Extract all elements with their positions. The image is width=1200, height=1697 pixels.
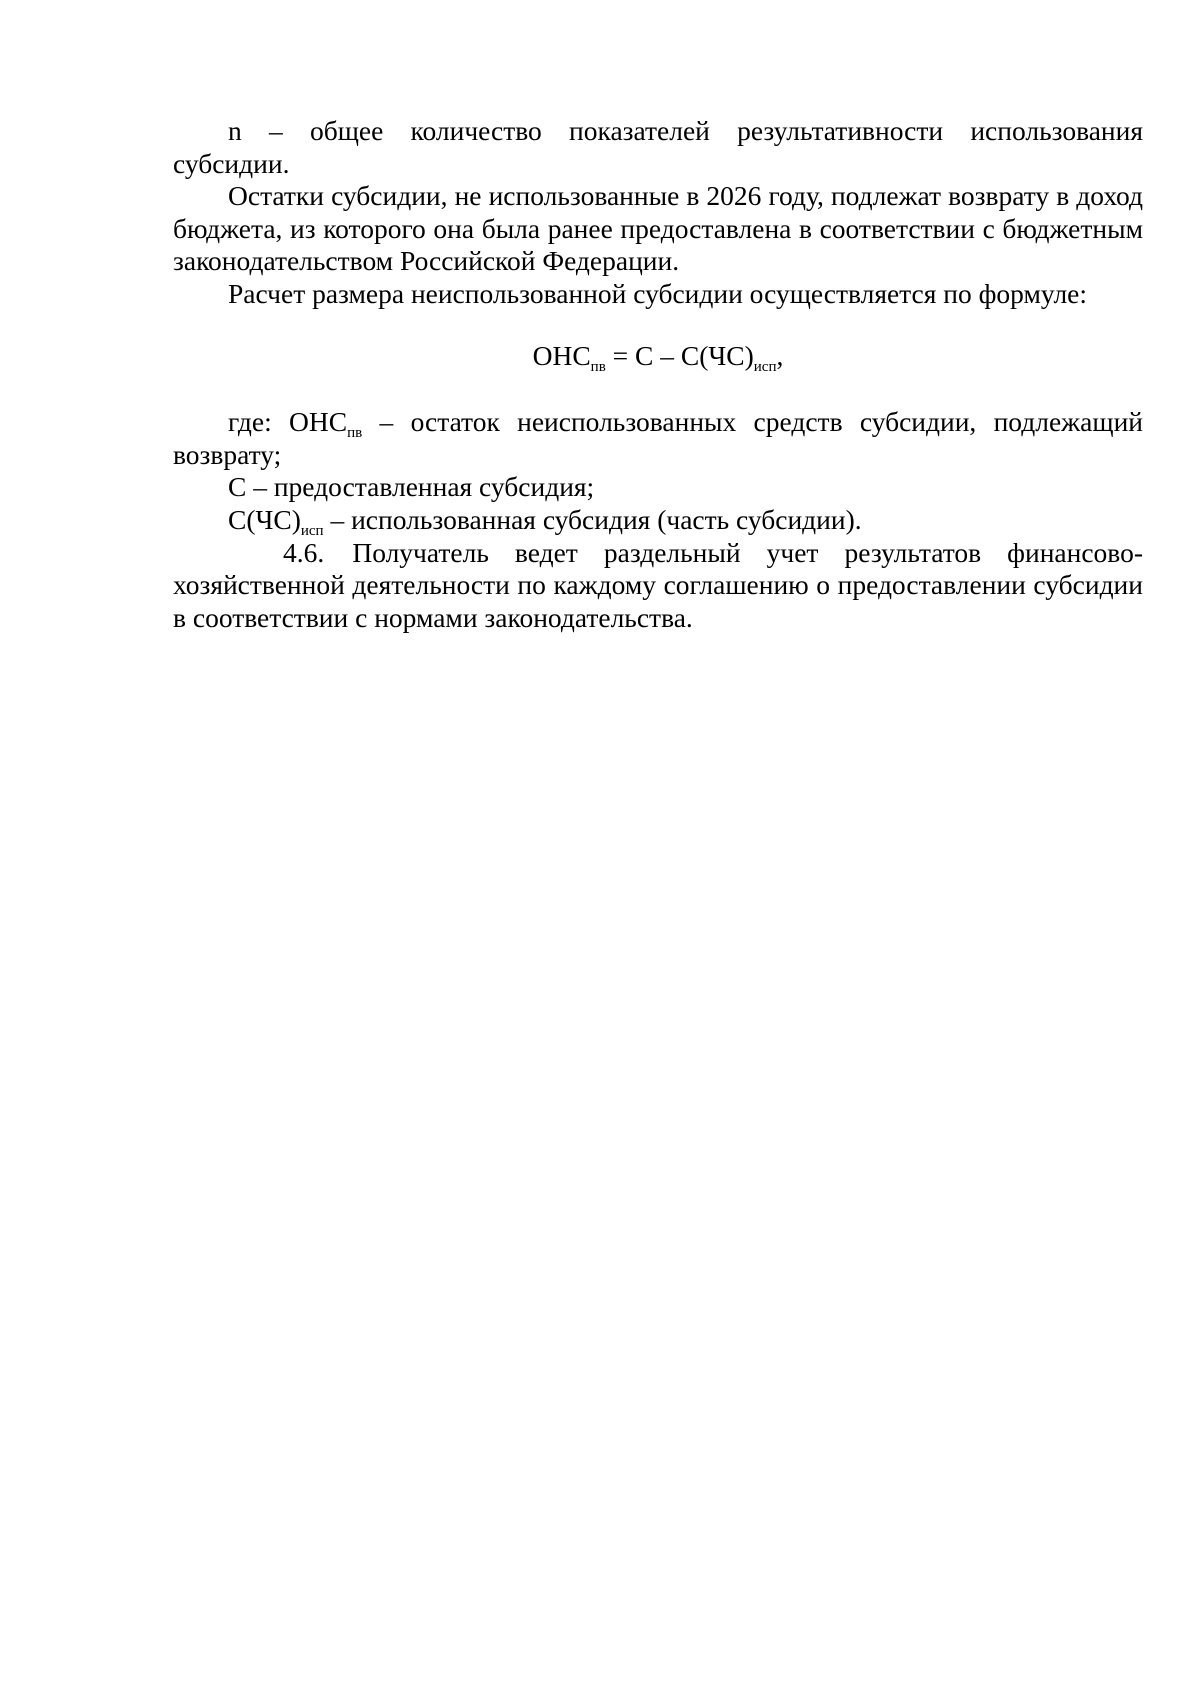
definition-ons bbox=[173, 406, 1143, 471]
definition-cchs-text: – использованная субсидия (часть субсидии). bbox=[323, 503, 862, 535]
definition-cchs-subscript: исп bbox=[300, 522, 324, 539]
definition-ons-text: – остаток неиспользованных средств субсидии, подлежащий возврату; bbox=[173, 406, 1144, 470]
paragraph-4-6 bbox=[173, 537, 1143, 635]
definition-cchs-term: С(ЧС) bbox=[228, 503, 301, 535]
definition-ons-subscript: пв bbox=[347, 425, 363, 442]
formula-lhs: ОНС bbox=[532, 339, 591, 371]
definition-c: С – предоставленная субсидия; bbox=[228, 471, 595, 503]
formula-rhs-subscript: исп bbox=[753, 358, 777, 375]
document-body bbox=[173, 115, 1143, 634]
definition-ons-term: где: ОНС bbox=[228, 406, 348, 438]
item-number: 4.6. bbox=[283, 536, 325, 568]
formula-middle: = С – С(ЧС) bbox=[605, 339, 754, 371]
formula bbox=[173, 340, 1143, 373]
paragraph-n-definition: n – общее количество показателей результативности использования субсидии. bbox=[173, 115, 1143, 179]
formula-tail: , bbox=[776, 339, 784, 371]
formula-lhs-subscript: пв bbox=[590, 358, 606, 375]
paragraph-4-6-text: Получатель ведет раздельный учет результатов финансово-хозяйственной деятельности по каждому соглашению о предоставлении субсидии в соответствии с нормами законодательства. bbox=[173, 536, 1144, 633]
paragraph-formula-intro: Расчет размера неиспользованной субсидии осуществляется по формуле: bbox=[228, 277, 1088, 309]
definition-cchs bbox=[173, 504, 1143, 537]
paragraph-subsidy-remainder: Остатки субсидии, не использованные в 2026 году, подлежат возврату в доход бюджета, из которого она была ранее предоставлена в соответствии с бюджетным законодательством Российской Федерации. bbox=[173, 180, 1143, 277]
